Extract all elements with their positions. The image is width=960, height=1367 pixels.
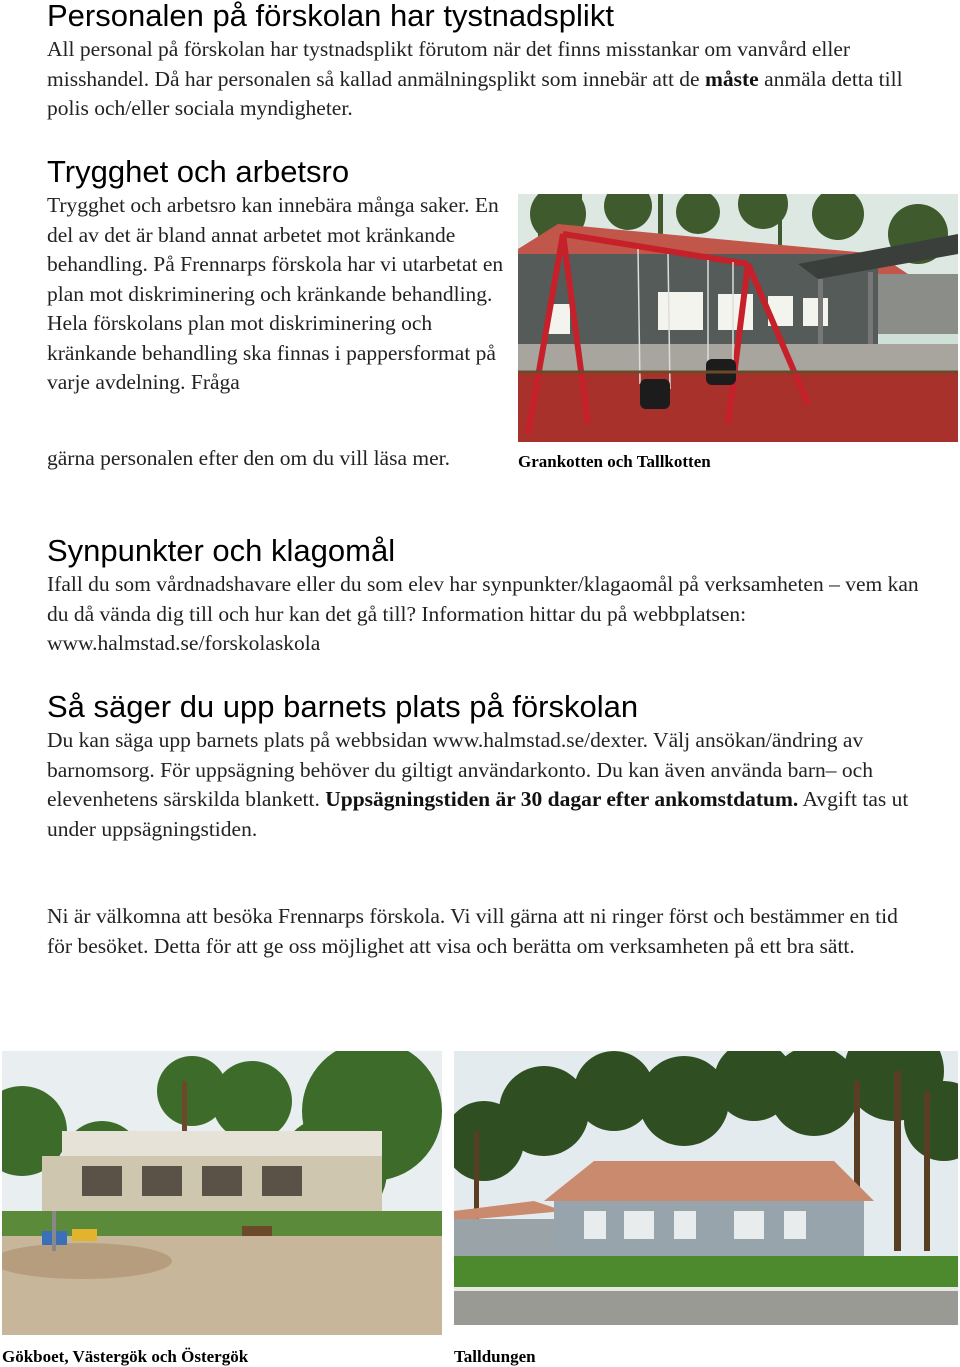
heading-trygghet: Trygghet och arbetsro: [47, 154, 350, 189]
paragraph-trygghet: Trygghet och arbetsro kan innebära många saker. En del av det är bland annat arbetet mot kränkande behandling. På Frennarps förskola har vi utarbetat en plan mot diskriminering och kränkande behandling. Hela förskolans plan mot diskriminering och kränkande behandling ska finnas i pappersformat på varje avdelning. Fråga: [47, 193, 504, 394]
photo-grankotten: [518, 194, 958, 442]
paragraph-uppsagning: Du kan säga upp barnets plats på webbsidan www.halmstad.se/dexter. Välj ansökan/ändring av barnomsorg. För uppsägning behöver du giltigt användarkonto. Du kan även använda barn– och elevenhetens särskilda blankett. Uppsägningstiden är 30 dagar efter ankomstdatum. Avgift tas ut under uppsägningstiden.: [47, 728, 909, 841]
caption-gokboet: Gökboet, Västergök och Östergök: [2, 1347, 249, 1366]
paragraph-tystnadsplikt: All personal på förskolan har tystnadsplikt förutom när det finns misstankar om vanvård eller misshandel. Då har personalen så kallad anmälningsplikt som innebär att de måste anmäla detta till polis och/eller sociala myndigheter.: [47, 37, 903, 120]
photo-gokboet: [2, 1051, 442, 1335]
paragraph-valkomna: Ni är välkomna att besöka Frennarps förskola. Vi vill gärna att ni ringer först och bestämmer en tid för besöket. Detta för att ge oss möjlighet att visa och berätta om verksamheten på ett bra sätt.: [47, 904, 898, 958]
caption-grankotten: Grankotten och Tallkotten: [518, 452, 711, 471]
paragraph-trygghet-continued: gärna personalen efter den om du vill läsa mer.: [47, 446, 450, 470]
caption-talldungen: Talldungen: [454, 1347, 536, 1366]
heading-tystnadsplikt: Personalen på förskolan har tystnadsplikt: [47, 0, 614, 33]
heading-uppsagning: Så säger du upp barnets plats på förskolan: [47, 689, 639, 724]
photo-talldungen: [454, 1051, 958, 1325]
heading-synpunkter: Synpunkter och klagomål: [47, 533, 396, 568]
paragraph-synpunkter: Ifall du som vårdnadshavare eller du som elev har synpunkter/klagaomål på verksamheten – vem kan du då vända dig till och hur kan det gå till? Information hittar du på webbplatsen: www.halmstad.se/forskolaskola: [47, 572, 919, 655]
